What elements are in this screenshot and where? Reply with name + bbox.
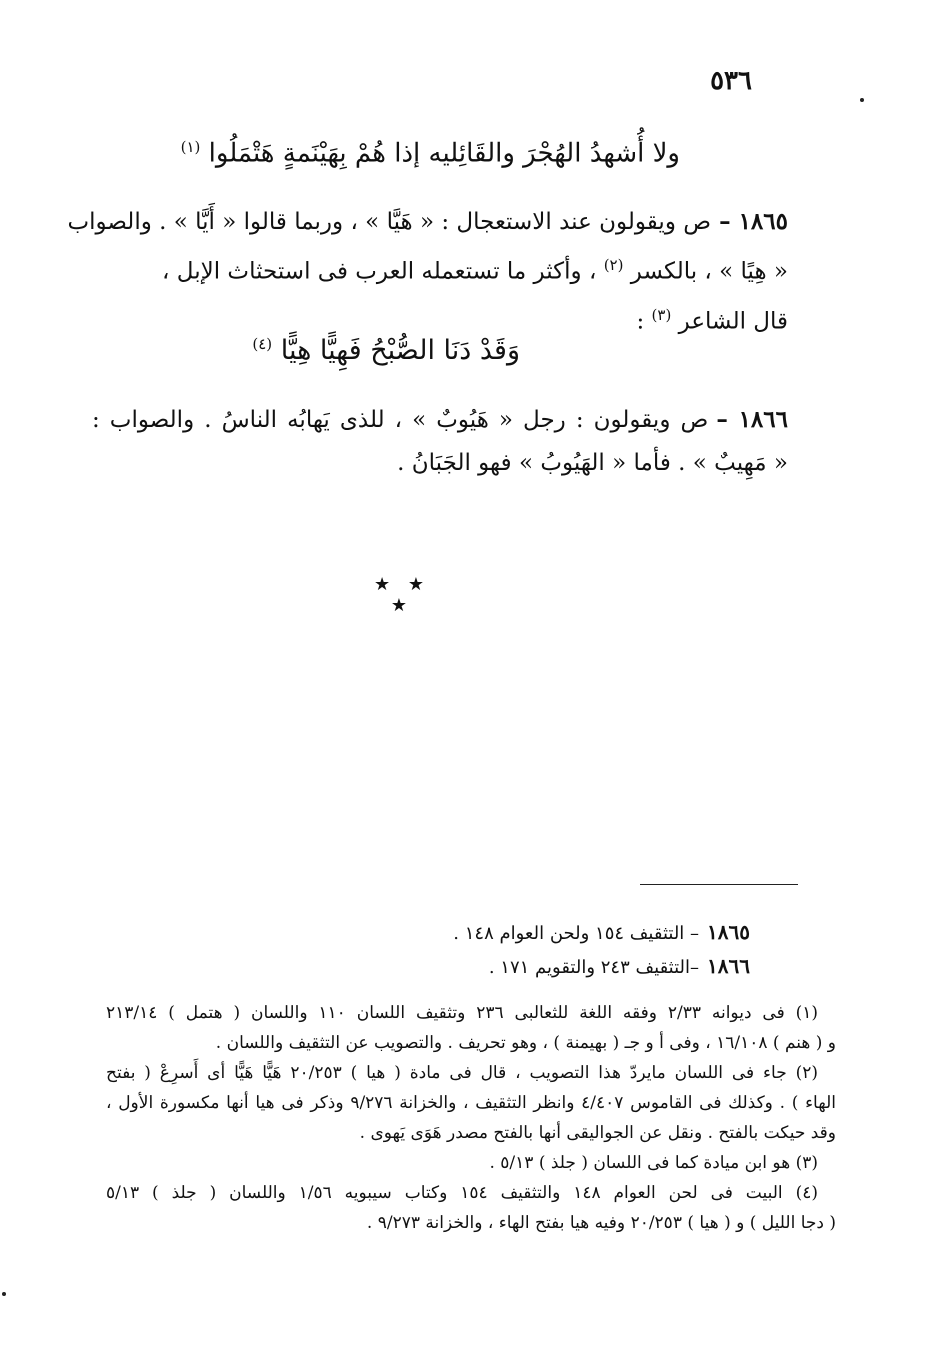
footnote-4-line-1: (٤) البيت فى لحن العوام ١٤٨ والتثقيف ١٥٤ وكتاب سيبويه ١/٥٦ واللسان ( جلذ ) ٥/١٣: [106, 1183, 818, 1203]
reference-1865: ١٨٦٥– التثقيف ١٥٤ ولحن العوام ١٤٨ .: [453, 920, 750, 944]
entry-1866-line-1: ١٨٦٦ –ص ويقولون : رجل « هَيُوبٌ » ، للذى يَهابُه الناسُ . والصواب :: [92, 406, 788, 433]
footnote-2-line-3: وقد حيكت بالفتح . ونقل عن الجواليقى أنها بالفتح مصدر هَوَى يَهوى .: [359, 1123, 836, 1143]
footnote-2-line-2: الهاء ) . وكذلك فى القاموس ٤/٤٠٧ وانظر التثقيف ، والخزانة ٩/٢٧٦ وذكر فى هيا أنها مكسورة الأول ،: [106, 1093, 836, 1113]
verse-2: [252, 335, 520, 366]
footnote-mark-4: (٤): [252, 335, 273, 353]
footnote-3: (٣) هو ابن ميادة كما فى اللسان ( جلذ ) ٥/١٣ .: [489, 1153, 818, 1173]
footnote-rule: [640, 884, 798, 885]
page-number: ٥٣٦: [710, 66, 752, 96]
footnote-mark-1: (١): [180, 138, 201, 156]
footnote-2-line-1: (٢) جاء فى اللسان مايردّ هذا التصويب ، قال فى مادة ( هيا ) ٢٠/٢٥٣ هَيًّا هَيًّا أى أَسرِعْ ( بفتح: [106, 1063, 818, 1083]
entry-1865-line-2: « هِيًا » ، بالكسر $^{(٢)}$ ، وأكثر ما تستعمله العرب فى استحثاث الإبل ،: [162, 256, 788, 285]
footnote-1-line-1: (١) فى ديوانه ٢/٣٣ وفقه اللغة للثعالبى ٢٣٦ وتثقيف اللسان ١١٠ واللسان ( هتمل ) ٢١٣/١٤: [106, 1003, 818, 1023]
reference-1866: ١٨٦٦–التثقيف ٢٤٣ والتقويم ١٧١ .: [488, 954, 750, 978]
footnote-1-line-2: و ( هنم ) ١٦/١٠٨ ، وفى أ و جـ ( بهيمنة ) ، وهو تحريف . والتصويب عن التثقيف واللسان .: [215, 1033, 836, 1053]
entry-references: [230, 916, 750, 984]
entry-1865-line-1: ١٨٦٥ –ص ويقولون عند الاستعجال : « هَيَّا » ، وربما قالوا « أَيَّا » . والصواب: [67, 208, 788, 235]
entry-1866-line-2: « مَهِيبٌ » . فأما « الهَيُوبُ » فهو الجَبَانُ .: [397, 450, 788, 476]
verse-1-text: ولا أُشهدُ الهُجْرَ والقَائِليه إذا هُمْ بِهَيْنَمةٍ هَتْمَلُوا: [208, 138, 680, 169]
footnotes: [106, 998, 836, 1238]
section-separator: ★ ★ ★: [374, 574, 430, 616]
speck-mark: [2, 1292, 6, 1296]
verse-2-text: وَقَدْ دَنَا الصُّبْحُ فَهِيًّا هِيًّا: [280, 335, 520, 366]
entry-1865-line-3: قال الشاعر $^{(٣)}$ :: [636, 305, 788, 335]
footnote-mark-2: (٢): [603, 256, 624, 274]
entry-1866: [92, 398, 788, 485]
entry-number: ١٨٦٥ –: [719, 208, 788, 235]
speck-mark: [860, 98, 864, 102]
footnote-mark-3: (٣): [651, 305, 672, 324]
entry-number: ١٨٦٦ –: [716, 406, 788, 433]
entry-1865: [67, 200, 788, 343]
verse-1: [100, 138, 680, 169]
footnote-4-line-2: ( دجا الليل ) و ( هيا ) ٢٠/٢٥٣ وفيه هيا بفتح الهاء ، والخزانة ٩/٢٧٣ .: [366, 1213, 836, 1233]
